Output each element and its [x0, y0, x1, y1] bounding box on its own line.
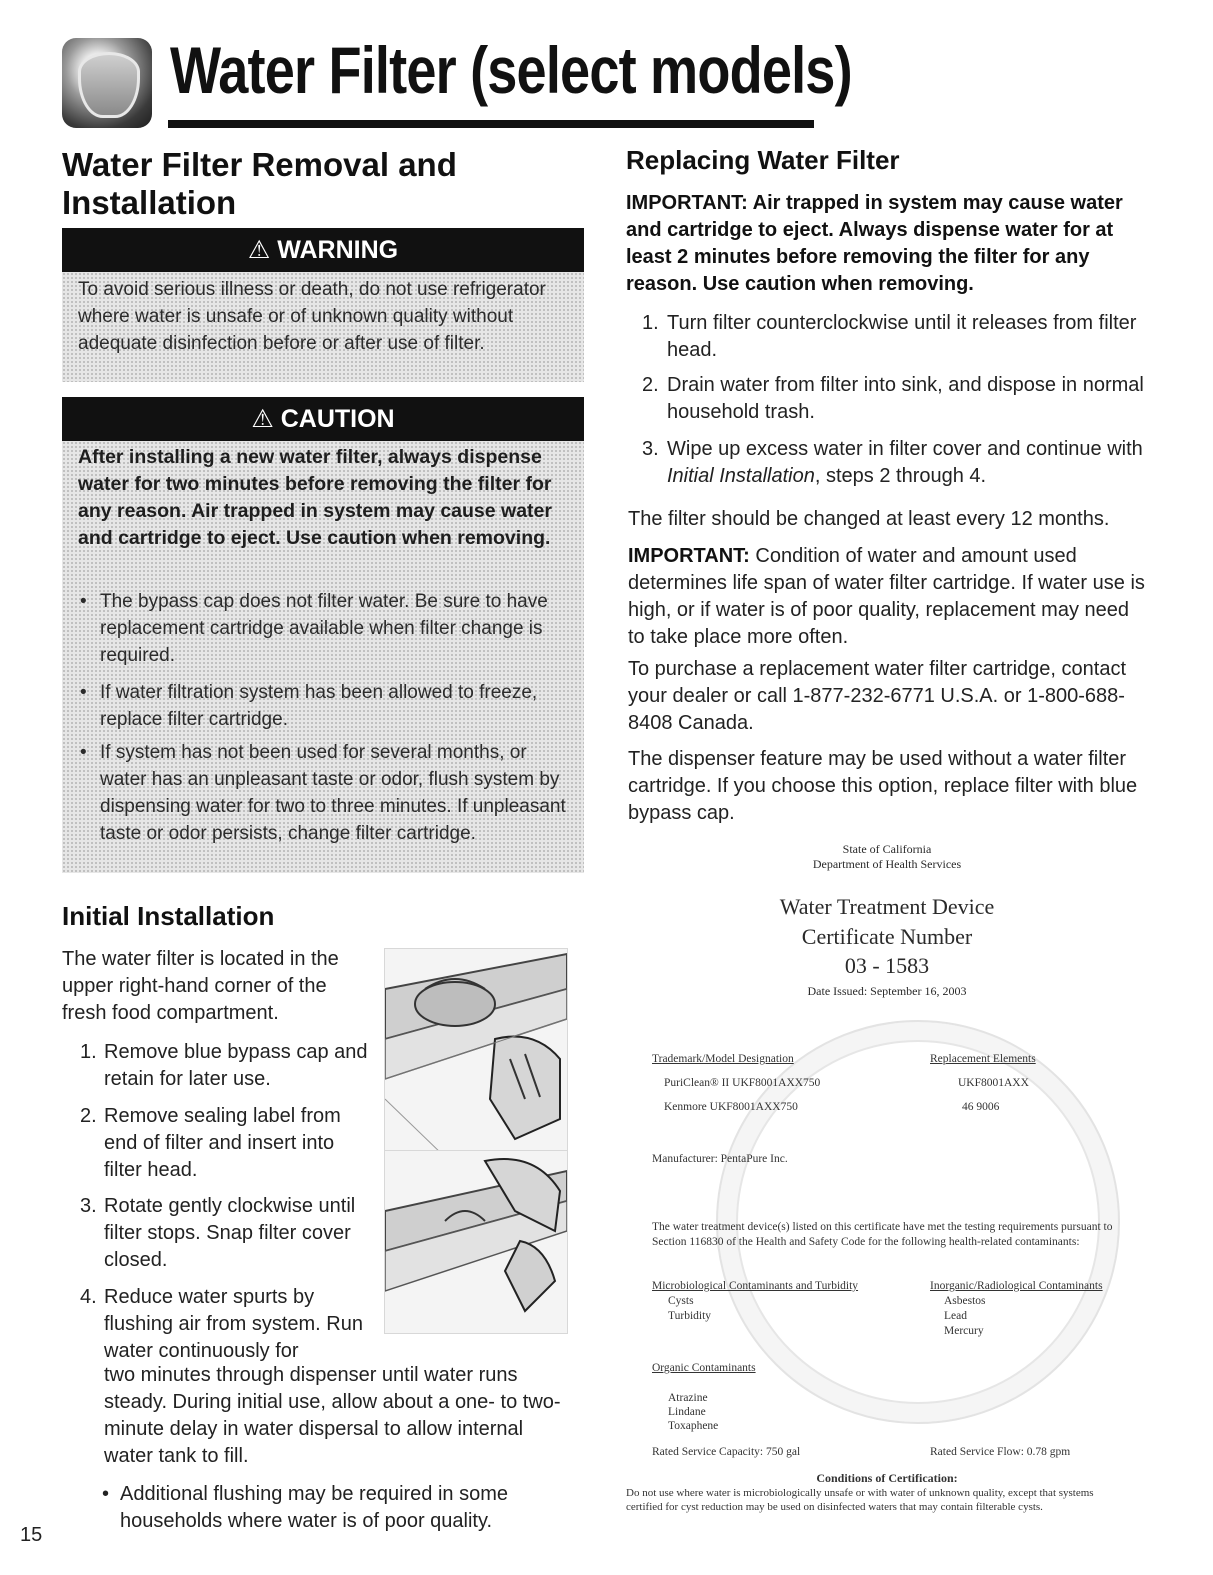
install-step-2: 2. Remove sealing label from end of filter and insert into filter head.	[80, 1105, 341, 1181]
cert-organic-item: Lindane	[668, 1406, 706, 1418]
install-step-3: 3. Rotate gently clockwise until filter stops. Snap filter cover closed.	[80, 1195, 356, 1271]
cert-rated-capacity: Rated Service Capacity: 750 gal	[652, 1446, 801, 1458]
warning-banner: ⚠ WARNING	[62, 228, 584, 272]
cert-rated-flow: Rated Service Flow: 0.78 gpm	[930, 1446, 1071, 1458]
cert-row-model: Kenmore UKF8001AXX750	[664, 1101, 798, 1113]
cert-micro-item: Turbidity	[668, 1310, 712, 1322]
caution-bullet: • If system has not been used for several months, or water has an unpleasant taste or odor, flush system by dispensing water for two to three minutes. If unpleasant taste or odor persists, change filter cartridge.	[100, 739, 570, 847]
install-bullet: • Additional flushing may be required in some households where water is of poor quality.	[120, 1481, 550, 1535]
cert-organic-heading: Organic Contaminants	[652, 1362, 756, 1374]
caution-text: After installing a new water filter, always dispense water for two minutes before removing the filter for any reason. Air trapped in system may cause water and cartridge to eject. Use caution when removing.	[78, 446, 552, 549]
cert-inorganic-item: Lead	[944, 1310, 967, 1322]
initial-installation-heading: Initial Installation	[62, 901, 275, 931]
filter-insertion-illustration	[384, 948, 568, 1158]
title-rule	[168, 120, 814, 128]
certificate-issuer: State of California Department of Health Services	[812, 842, 962, 871]
cert-conditions-heading: Conditions of Certification:	[816, 1471, 958, 1485]
certificate-date: Date Issued: September 16, 2003	[807, 984, 967, 998]
cert-col-replacement: Replacement Elements	[930, 1053, 1036, 1065]
cert-row-model: PuriClean® II UKF8001AXX750	[664, 1077, 821, 1089]
install-step-4-continued: two minutes through dispenser until water runs steady. During initial use, allow about a one- to two-minute delay in water dispersal to allow internal water tank to fill.	[104, 1364, 561, 1467]
cert-organic-item: Atrazine	[668, 1392, 708, 1404]
cert-row-element: 46 9006	[962, 1101, 1000, 1113]
caution-bullet: • If water filtration system has been allowed to freeze, replace filter cartridge.	[100, 679, 570, 733]
replacing-heading: Replacing Water Filter	[626, 145, 900, 175]
filter-rotation-illustration	[384, 1150, 568, 1334]
cert-col-trademark: Trademark/Model Designation	[652, 1053, 794, 1065]
cert-manufacturer: Manufacturer: PentaPure Inc.	[652, 1153, 788, 1165]
cert-inorganic-item: Asbestos	[944, 1295, 986, 1307]
page-title: Water Filter (select models)	[170, 33, 852, 107]
water-filter-cartridge-icon	[62, 38, 152, 128]
removal-heading: Water Filter Removal and Installation	[62, 146, 457, 221]
cert-micro-item: Cysts	[668, 1295, 694, 1307]
caution-bullet: • The bypass cap does not filter water. Be sure to have replacement cartridge available when filter change is required.	[100, 588, 570, 669]
change-interval-text: The filter should be changed at least every 12 months.	[628, 508, 1110, 530]
certificate-title: Water Treatment Device Certificate Number	[779, 894, 995, 949]
replace-step-1: 1. Turn filter counterclockwise until it releases from filter head.	[642, 312, 1137, 361]
important-note: IMPORTANT: Air trapped in system may cause water and cartridge to eject. Always dispense water for at least 2 minutes before removing the filter for any reason. Use caution when removing.	[626, 192, 1123, 295]
replace-step-2: 2. Drain water from filter into sink, and dispose in normal household trash.	[642, 374, 1144, 423]
cert-conditions-text: Do not use where water is microbiologically unsafe or with water of unknown quality, except that systems certified for cyst reduction may be used on disinfected waters that may contain filterable cysts.	[626, 1487, 1094, 1513]
cert-inorganic-item: Mercury	[944, 1325, 984, 1337]
install-step-4: 4. Reduce water spurts by flushing air from system. Run water continuously for	[80, 1286, 363, 1362]
cert-organic-item: Toxaphene	[668, 1420, 719, 1432]
cert-row-element: UKF8001AXX	[958, 1077, 1029, 1089]
cert-micro-heading: Microbiological Contaminants and Turbidity	[652, 1280, 859, 1292]
cert-statement: The water treatment device(s) listed on this certificate have met the testing requirements pursuant to Section 116830 of the Health and Safety Code for the following health-related contaminants:	[652, 1221, 1113, 1248]
install-step-1: 1. Remove blue bypass cap and retain for later use.	[80, 1041, 368, 1090]
cert-inorganic-heading: Inorganic/Radiological Contaminants	[930, 1280, 1103, 1292]
replace-step-3: 3. Wipe up excess water in filter cover and continue with Initial Installation, steps 2 through 4.	[642, 438, 1143, 487]
certificate-number: 03 - 1583	[844, 953, 930, 978]
bypass-text: The dispenser feature may be used without a water filter cartridge. If you choose this option, replace filter with blue bypass cap.	[628, 748, 1138, 824]
page-number: 15	[20, 1524, 43, 1546]
important-condition-text: IMPORTANT: Condition of water and amount used determines life span of water filter cartridge. If water use is high, or if water is of poor quality, replacement may need to take place more often.	[628, 545, 1145, 648]
initial-intro: The water filter is located in the upper right-hand corner of the fresh food compartment.	[62, 948, 339, 1024]
caution-banner: ⚠ CAUTION	[62, 397, 584, 441]
warning-text: To avoid serious illness or death, do not use refrigerator where water is unsafe or of unknown quality without adequate disinfection before or after use of filter.	[78, 279, 546, 354]
purchase-text: To purchase a replacement water filter cartridge, contact your dealer or call 1-877-232-6771 U.S.A. or 1-800-688-8408 Canada.	[628, 658, 1127, 734]
